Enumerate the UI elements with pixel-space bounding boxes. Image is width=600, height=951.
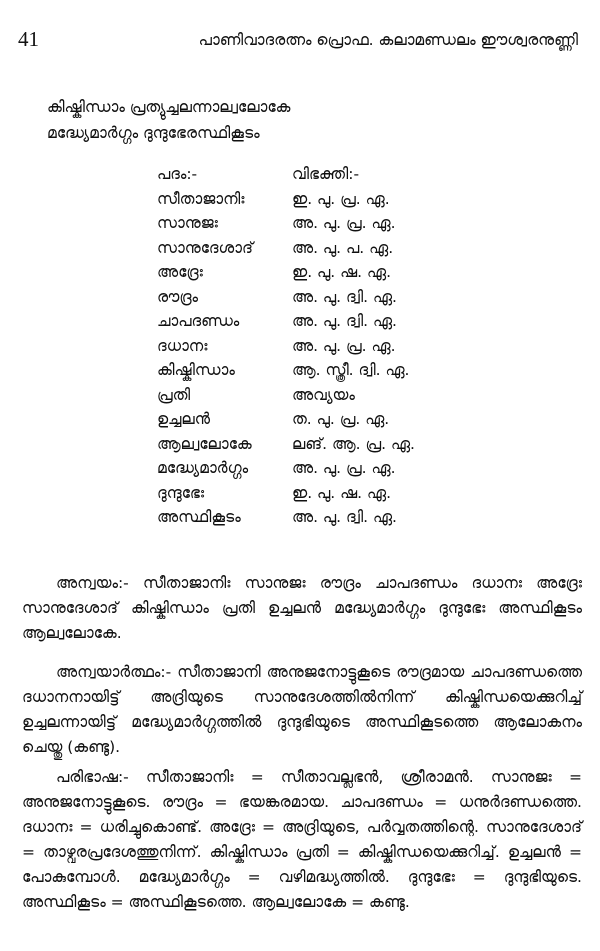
- case-cell: അ. പു. പ്ര. ഏ.: [292, 459, 396, 477]
- table-row: [157, 187, 482, 212]
- case-cell: അ. പു. പ്ര. ഏ.: [292, 336, 396, 355]
- anvayam-text: അന്വയം:- സീതാജാനിഃ സാനുജഃ രൗദ്രം ചാപദണ്ഡം ദധാനഃ അദ്രേഃ സാനുദേശാദ് കിഷ്കിന്ധാം പ്രതി ഉച്ചലൻ മദ്ധ്യേമാർഗ്ഗം ദുന്ദുഭേഃ അസ്ഥികൂടം ആല്വലോകേ.: [22, 574, 582, 642]
- word-cell: സാനുജഃ: [157, 214, 218, 232]
- table-row: [157, 383, 482, 408]
- case-cell: അ. പു. ദ്വി. ഏ.: [292, 287, 397, 306]
- word-cell: ദുന്ദുഭേഃ: [157, 483, 205, 502]
- table-row: [157, 211, 482, 236]
- case-cell: അ. പു. ദ്വി. ഏ.: [292, 312, 397, 330]
- running-title: പാണിവാദരത്നം പ്രൊഫ. കലാമണ്ഡലം ഈശ്വരനുണ്ണി: [198, 31, 578, 49]
- word-cell: സാനുദേശാദ്: [157, 238, 253, 257]
- table-row: [157, 505, 482, 530]
- word-cell: ആല്വലോകേ: [157, 434, 252, 453]
- anvayam-paragraph: [22, 571, 582, 646]
- word-cell: രൗദ്രം: [157, 287, 199, 306]
- table-row: [157, 456, 482, 481]
- table-row: [157, 285, 482, 310]
- word-cell: ചാപദണ്ഡം: [157, 312, 240, 330]
- case-cell: അ. പു. പ്ര. ഏ.: [292, 214, 396, 232]
- table-row: [157, 236, 482, 261]
- case-cell: അവ്യയം: [292, 385, 355, 404]
- verse-block: [47, 94, 467, 146]
- column-header-padam: പദം:-: [157, 165, 198, 183]
- column-header-vibhakti: വിഭക്തി:-: [292, 165, 360, 183]
- anvayartham-text: അന്വയാർത്ഥം:- സീതാജാനി അനുജനോട്ടുകൂടെ രൗദ്രമായ ചാപദണ്ഡത്തെ ദധാനനായിട്ട് അദ്രിയുടെ സാനുദേശത്തിൽനിന്ന് കിഷ്കിന്ധയെക്കുറിച്ച് ഉച്ചലന്നായിട്ട് മദ്ധ്യേമാർഗ്ഗത്തിൽ ദുന്ദുഭിയുടെ അസ്ഥികൂടത്തെ ആലോകനം ചെയ്തു (കണ്ടു).: [22, 663, 582, 756]
- table-header-row: [157, 162, 482, 187]
- case-cell: അ. പു. പ. ഏ.: [292, 238, 394, 257]
- verse-line: മദ്ധ്യേമാർഗ്ഗം ദുന്ദുഭേരസ്ഥികൂടം: [47, 124, 260, 142]
- word-cell: അസ്ഥികൂടം: [157, 508, 241, 526]
- paribhasha-text: പരിഭാഷ:- സീതാജാനിഃ = സീതാവല്ലഭൻ, ശ്രീരാമൻ. സാനുജഃ = അനുജനോട്ടുകൂടെ. രൗദ്രം = ഭയങ്കരമായ. ചാപദണ്ഡം = ധനുർദണ്ഡത്തെ. ദധാനഃ = ധരിച്ചുകൊണ്ട്. അദ്രേഃ = അദ്രിയുടെ, പർവ്വതത്തിന്റെ. സാനുദേശാദ് = താഴ്വരപ്രദേശത്തുനിന്ന്. കിഷ്കിന്ധാം പ്രതി = കിഷ്കിന്ധയെക്കുറിച്ച്. ഉച്ചലൻ = പോകുമ്പോൾ. മദ്ധ്യേമാർഗ്ഗം = വഴിമദ്ധ്യത്തിൽ. ദുന്ദുഭേഃ = ദുന്ദുഭിയുടെ. അസ്ഥികൂടം = അസ്ഥികൂടത്തെ. ആല്വലോകേ = കണ്ടു.: [22, 768, 582, 911]
- verse-line: കിഷ്കിന്ധാം പ്രത്യുച്ചലന്നാല്വലോകേ: [47, 98, 291, 116]
- table-row: [157, 358, 482, 383]
- case-cell: ഇ. പു. ഷ. ഏ.: [292, 263, 392, 281]
- word-cell: അദ്രേഃ: [157, 263, 203, 281]
- word-cell: മദ്ധ്യേമാർഗ്ഗം: [157, 459, 249, 477]
- word-cell: പ്രതി: [157, 385, 191, 404]
- page-header: [18, 26, 578, 56]
- table-row: [157, 260, 482, 285]
- table-row: [157, 481, 482, 506]
- paribhasha-paragraph: [22, 765, 582, 915]
- word-cell: സീതാജാനിഃ: [157, 189, 245, 208]
- case-cell: അ. പു. ദ്വി. ഏ.: [292, 508, 397, 526]
- case-cell: ലങ്. ആ. പ്ര. ഏ.: [292, 434, 415, 453]
- case-cell: ആ. സ്ത്രീ. ദ്വി. ഏ.: [292, 361, 410, 379]
- table-row: [157, 432, 482, 457]
- case-cell: ഇ. പു. ഷ. ഏ.: [292, 483, 392, 502]
- case-cell: ഇ. പു. പ്ര. ഏ.: [292, 189, 390, 208]
- word-cell: കിഷ്കിന്ധാം: [157, 361, 235, 379]
- table-row: [157, 407, 482, 432]
- case-cell: ത. പു. പ്ര. ഏ.: [292, 410, 390, 428]
- table-row: [157, 334, 482, 359]
- page-number: 41: [18, 27, 39, 51]
- anvayartham-paragraph: [22, 660, 582, 760]
- word-cell: ദധാനഃ: [157, 336, 208, 355]
- table-row: [157, 309, 482, 334]
- grammar-table: [157, 162, 482, 530]
- word-cell: ഉച്ചലൻ: [157, 410, 211, 428]
